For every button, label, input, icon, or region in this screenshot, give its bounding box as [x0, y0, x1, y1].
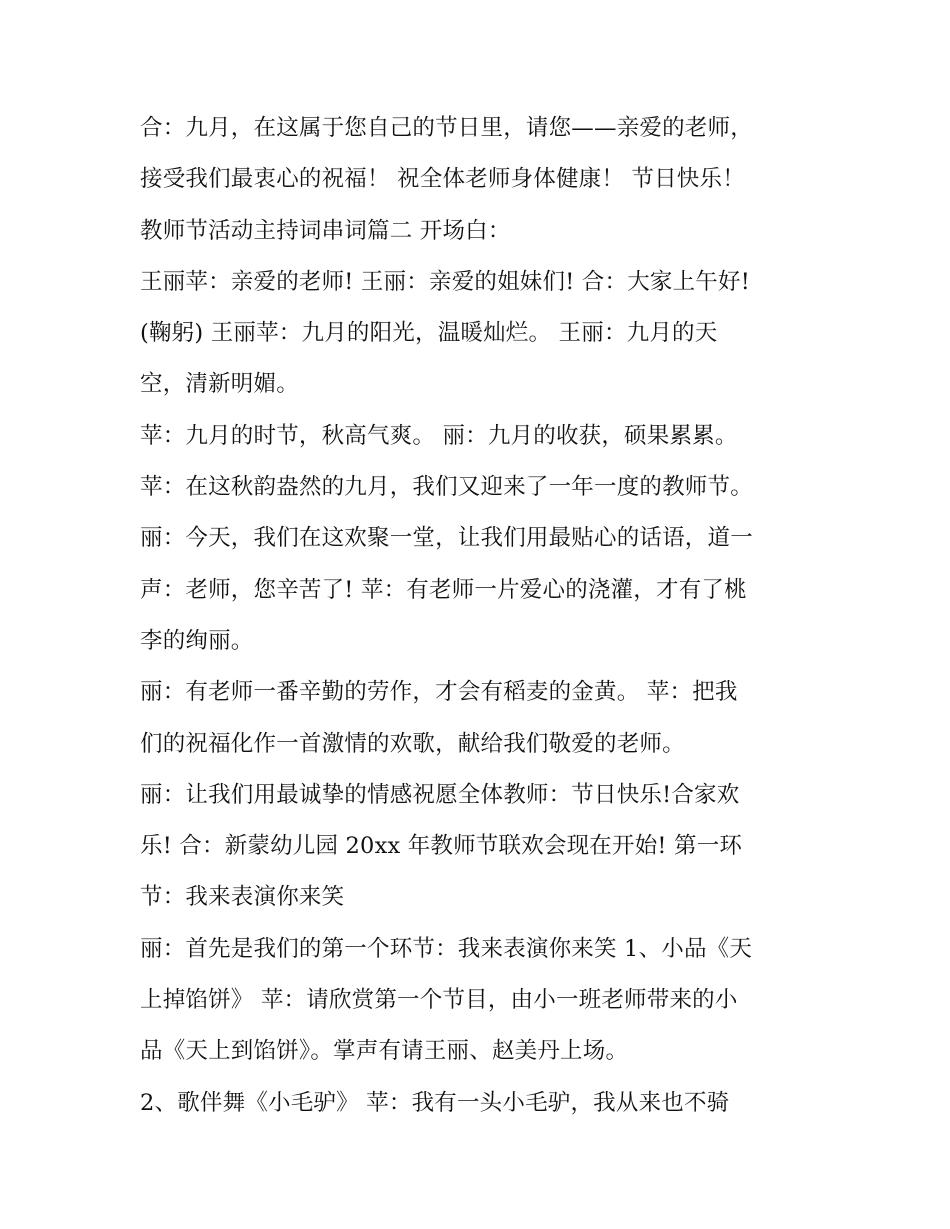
text-line: 空，清新明媚。 [140, 371, 299, 398]
text-line: 丽：有老师一番辛勤的劳作，才会有稻麦的金黄。 苹：把我 [140, 679, 738, 706]
text-line: 丽：首先是我们的第一个环节：我来表演你来笑 1、小品《天 [140, 935, 753, 962]
text-line: 合：九月，在这属于您自己的节日里，请您——亲爱的老师， [140, 115, 753, 141]
text-line: 苹：九月的时节，秋高气爽。 丽：九月的收获，硕果累累。 [140, 422, 738, 449]
text-line: 乐! 合：新蒙幼儿园 20xx 年教师节联欢会现在开始! 第一环 [140, 833, 743, 860]
text-line: 丽：让我们用最诚挚的情感祝愿全体教师：节日快乐!合家欢 [140, 781, 740, 808]
text-line: 声：老师，您辛苦了! 苹：有老师一片爱心的浇灌，才有了桃 [140, 576, 747, 603]
text-line: 王丽苹：亲爱的老师! 王丽：亲爱的姐妹们! 合：大家上午好! [140, 268, 750, 295]
text-line: 接受我们最衷心的祝福！ 祝全体老师身体健康！ 节日快乐！ [140, 166, 745, 193]
document-body [140, 103, 840, 1129]
text-line: 丽：今天，我们在这欢聚一堂，让我们用最贴心的话语，道一 [140, 525, 753, 552]
text-line: 教师节活动主持词串词篇二 开场白： [140, 217, 511, 244]
text-line: 苹：在这秋韵盎然的九月，我们又迎来了一年一度的教师节。 [140, 474, 753, 501]
text-line: 们的祝福化作一首激情的欢歌，献给我们敬爱的老师。 [140, 730, 685, 757]
text-line: 李的绚丽。 [140, 627, 254, 654]
text-line: 2、歌伴舞《小毛驴》 苹：我有一头小毛驴，我从来也不骑 [140, 1089, 730, 1116]
text-line: 节：我来表演你来笑 [140, 884, 345, 911]
text-line: 上掉馅饼》 苹：请欣赏第一个节目，由小一班老师带来的小 [140, 987, 738, 1014]
text-line: 品《天上到馅饼》。掌声有请王丽、赵美丹上场。 [140, 1038, 629, 1065]
text-line: (鞠躬) 王丽苹：九月的阳光，温暖灿烂。 王丽：九月的天 [140, 320, 718, 347]
